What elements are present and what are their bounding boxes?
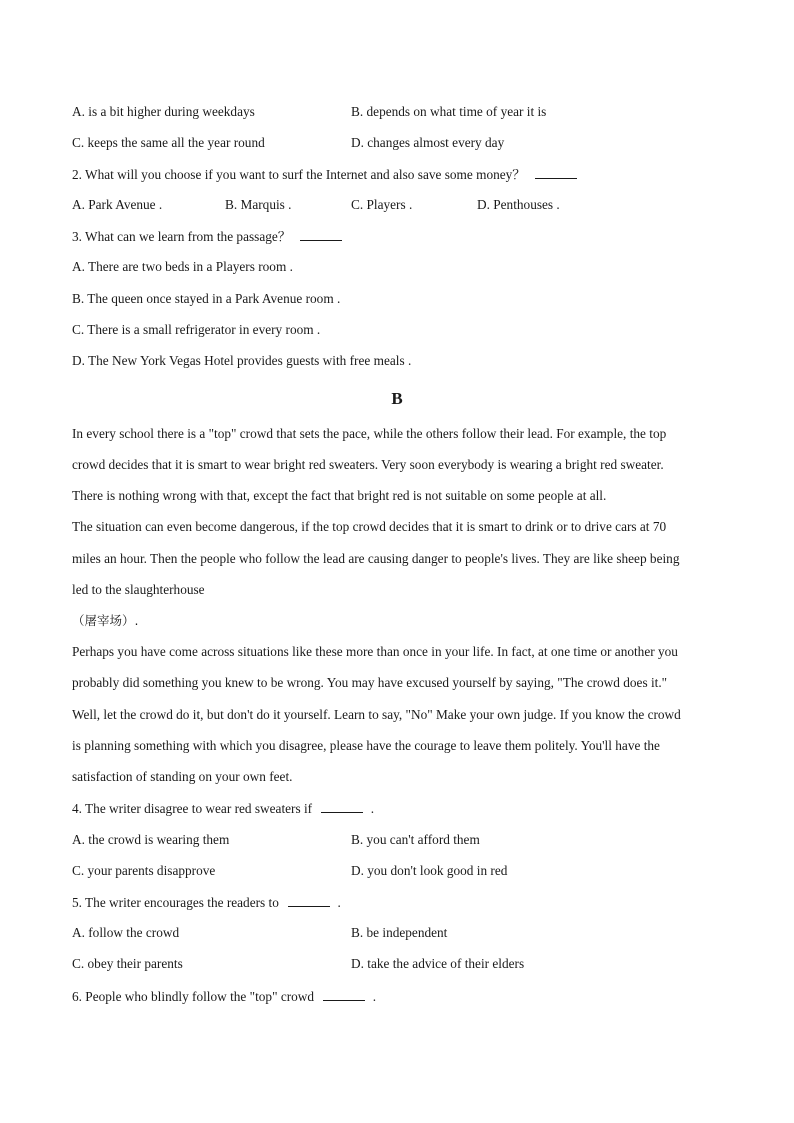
passage-line: （屠宰场）. — [72, 613, 139, 628]
q3-stem-row — [72, 228, 342, 245]
q1-option-c: C. keeps the same all the year round — [72, 135, 265, 150]
q2-option-d: D. Penthouses . — [477, 197, 560, 212]
passage-line: miles an hour. Then the people who follow the lead are causing danger to people's lives. They are like sheep being — [72, 551, 680, 566]
q4-option-a: A. the crowd is wearing them — [72, 832, 230, 847]
q5-option-b: B. be independent — [351, 925, 448, 940]
q2-stem: 2. What will you choose if you want to surf the Internet and also save some money？ — [72, 167, 526, 182]
q3-answer-blank[interactable] — [300, 228, 342, 241]
q6-period: . — [372, 989, 377, 1004]
q5-option-a: A. follow the crowd — [72, 925, 180, 940]
q1-option-a: A. is a bit higher during weekdays — [72, 104, 255, 119]
q4-period: . — [370, 801, 375, 816]
q4-option-d: D. you don't look good in red — [351, 863, 508, 878]
q5-answer-blank[interactable] — [288, 894, 330, 907]
q2-answer-blank[interactable] — [535, 166, 577, 179]
passage-line: is planning something with which you disagree, please have the courage to leave them politely. You'll have the — [72, 738, 660, 753]
q4-option-b: B. you can't afford them — [351, 832, 480, 847]
passage-line: led to the slaughterhouse — [72, 582, 205, 597]
q4-stem: 4. The writer disagree to wear red sweaters if — [72, 801, 313, 816]
passage-line: The situation can even become dangerous, if the top crowd decides that it is smart to drink or to drive cars at 70 — [72, 519, 667, 534]
q5-stem-row — [72, 894, 341, 911]
q4-option-c: C. your parents disapprove — [72, 863, 216, 878]
q1-option-b: B. depends on what time of year it is — [351, 104, 547, 119]
q5-option-d: D. take the advice of their elders — [351, 956, 525, 971]
q6-answer-blank[interactable] — [323, 988, 365, 1001]
passage-line: Perhaps you have come across situations like these more than once in your life. In fact, at one time or another you — [72, 644, 678, 659]
q3-option-a: A. There are two beds in a Players room . — [72, 259, 293, 274]
passage-line: probably did something you knew to be wrong. You may have excused yourself by saying, "The crowd does it." — [72, 675, 668, 690]
passage-line: crowd decides that it is smart to wear bright red sweaters. Very soon everybody is wearing a bright red sweater. — [72, 457, 664, 472]
q2-option-a: A. Park Avenue . — [72, 197, 163, 212]
q5-period: . — [337, 895, 341, 910]
q2-option-b: B. Marquis . — [225, 197, 292, 212]
passage-line: satisfaction of standing on your own feet. — [72, 769, 293, 784]
q3-option-c: C. There is a small refrigerator in every room . — [72, 322, 321, 337]
q2-stem-row — [72, 166, 577, 183]
q4-answer-blank[interactable] — [321, 800, 363, 813]
q6-stem-row — [72, 988, 376, 1005]
passage-line: There is nothing wrong with that, except the fact that bright red is not suitable on some people at all. — [72, 488, 607, 503]
q3-option-d: D. The New York Vegas Hotel provides guests with free meals . — [72, 353, 412, 368]
q3-option-b: B. The queen once stayed in a Park Avenue room . — [72, 291, 341, 306]
section-b-heading: B — [391, 389, 403, 408]
q3-stem: 3. What can we learn from the passage？ — [72, 229, 292, 244]
passage-line: In every school there is a "top" crowd that sets the pace, while the others follow their lead. For example, the top — [72, 426, 667, 441]
q1-option-d: D. changes almost every day — [351, 135, 505, 150]
q4-stem-row — [72, 800, 374, 817]
q5-stem: 5. The writer encourages the readers to — [72, 895, 279, 910]
q2-option-c: C. Players . — [351, 197, 413, 212]
passage-line: Well, let the crowd do it, but don't do it yourself. Learn to say, "No" Make your own judge. If you know the crowd — [72, 707, 681, 722]
q5-option-c: C. obey their parents — [72, 956, 183, 971]
q6-stem: 6. People who blindly follow the "top" crowd — [72, 989, 315, 1004]
